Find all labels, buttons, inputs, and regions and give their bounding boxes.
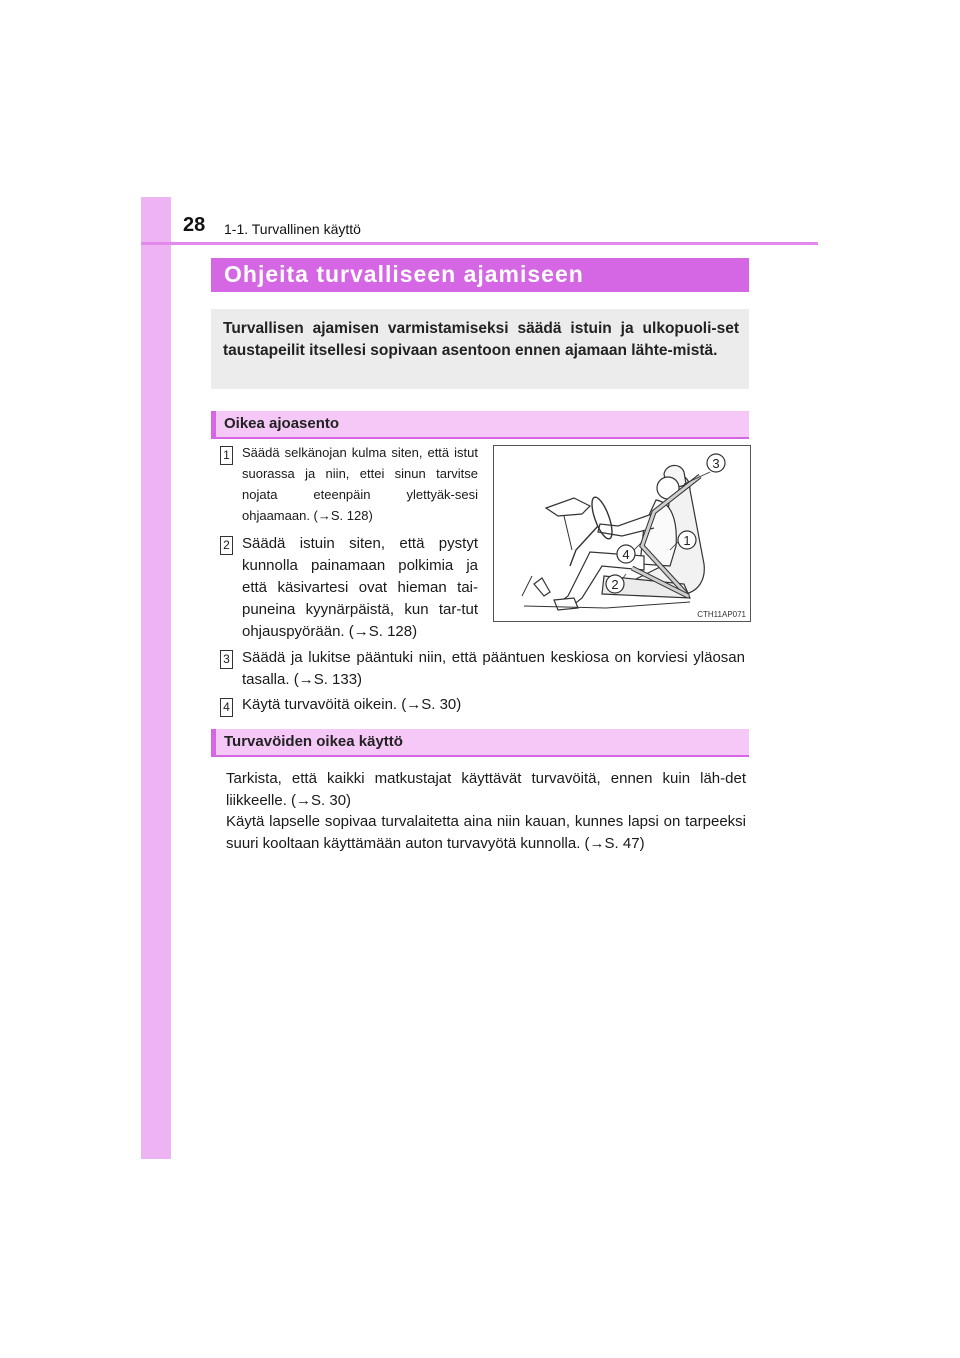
svg-text:4: 4 bbox=[622, 547, 630, 562]
callout-3 bbox=[707, 454, 725, 472]
callout-4 bbox=[617, 545, 635, 563]
item-number-badge: 1 bbox=[220, 446, 233, 465]
driving-position-illustration bbox=[493, 445, 751, 622]
list-item-3: Säädä ja lukitse pääntuki niin, että pääntuen keskiosa on korviesi yläosan tasalla. (→S. 133) bbox=[242, 649, 745, 688]
item-number-badge: 3 bbox=[220, 650, 233, 669]
page-number: 28 bbox=[183, 214, 206, 236]
subheading-seatbelt-use bbox=[211, 729, 749, 757]
subheading-driving-position bbox=[211, 411, 749, 439]
subheading-driving-position-label: Oikea ajoasento bbox=[224, 415, 340, 432]
section-title-bar bbox=[211, 258, 749, 292]
list-item-2: Säädä istuin siten, että pystyt kunnolla painamaan polkimia ja että käsivartesi ovat hieman tai-puneina kyynärpäistä, kun tar-tut ohjauspyörään. (→S. 128) bbox=[242, 535, 478, 640]
page-title: Ohjeita turvalliseen ajamiseen bbox=[224, 261, 584, 287]
side-strip bbox=[141, 197, 171, 1159]
svg-text:2: 2 bbox=[611, 577, 619, 592]
item-number-badge: 4 bbox=[220, 698, 233, 717]
item-number-badge: 2 bbox=[220, 536, 233, 555]
seatbelt-paragraph-1: Tarkista, että kaikki matkustajat käyttävät turvavöitä, ennen kuin läh-det liikkeelle. (→S. 30) bbox=[226, 770, 746, 809]
callout-1 bbox=[678, 531, 696, 549]
figure-code: CTH11AP071 bbox=[697, 610, 746, 619]
svg-text:1: 1 bbox=[683, 533, 691, 548]
intro-box bbox=[211, 309, 749, 389]
subheading-accent bbox=[211, 411, 216, 439]
seated-driver-illustration bbox=[494, 446, 750, 621]
list-item-1: Säädä selkänojan kulma siten, että istut suorassa ja niin, ettei sinun tarvitse nojata eteenpäin ylettyäk-sesi ohjaamaan. (→S. 128) bbox=[242, 445, 478, 523]
subheading-accent bbox=[211, 729, 216, 757]
intro-text: Turvallisen ajamisen varmistamiseksi säädä istuin ja ulkopuoli-set taustapeilit itsellesi sopivaan asentoon ennen ajamaan lähte-mistä. bbox=[223, 320, 739, 359]
seatbelt-paragraph-2: Käytä lapselle sopivaa turvalaitetta aina niin kauan, kunnes lapsi on tarpeeksi suuri kooltaan käyttämään auton turvavyötä kunnolla. (→S. 47) bbox=[226, 813, 746, 852]
list-item-4: Käytä turvavöitä oikein. (→S. 30) bbox=[242, 696, 462, 713]
callout-2 bbox=[606, 575, 624, 593]
chapter-title: 1-1. Turvallinen käyttö bbox=[224, 221, 361, 237]
svg-text:3: 3 bbox=[712, 456, 720, 471]
subheading-seatbelt-use-label: Turvavöiden oikea käyttö bbox=[224, 733, 403, 750]
header-rule bbox=[141, 242, 818, 245]
